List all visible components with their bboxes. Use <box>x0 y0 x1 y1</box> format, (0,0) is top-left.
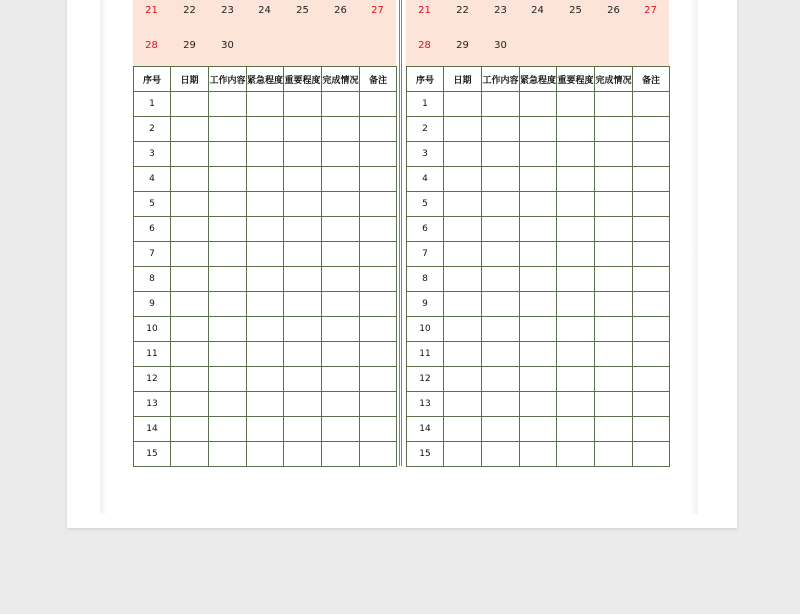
row-number-cell: 8 <box>407 267 444 292</box>
table-cell[interactable] <box>322 442 360 467</box>
table-cell[interactable] <box>633 142 670 167</box>
table-cell[interactable] <box>247 117 284 142</box>
row-number-cell: 5 <box>407 192 444 217</box>
row-number-cell: 8 <box>134 267 171 292</box>
table-cell[interactable] <box>247 217 284 242</box>
table-cell[interactable] <box>557 117 595 142</box>
table-cell[interactable] <box>595 217 633 242</box>
table-cell[interactable] <box>444 317 482 342</box>
row-number-cell: 9 <box>407 292 444 317</box>
table-cell[interactable] <box>557 292 595 317</box>
table-cell[interactable] <box>520 192 557 217</box>
table-cell[interactable] <box>444 117 482 142</box>
table-cell[interactable] <box>595 92 633 117</box>
sheet-divider <box>399 0 402 466</box>
table-cell[interactable] <box>284 392 322 417</box>
row-number-cell: 14 <box>407 417 444 442</box>
table-cell[interactable] <box>444 267 482 292</box>
table-row <box>407 117 670 142</box>
table-cell[interactable] <box>209 367 247 392</box>
table-cell[interactable] <box>247 417 284 442</box>
row-number-cell: 3 <box>134 142 171 167</box>
table-cell[interactable] <box>595 367 633 392</box>
table-row <box>407 142 670 167</box>
table-cell[interactable] <box>557 167 595 192</box>
table-cell[interactable] <box>209 417 247 442</box>
table-cell[interactable] <box>595 317 633 342</box>
row-number-cell: 15 <box>407 442 444 467</box>
table-row <box>407 167 670 192</box>
table-cell[interactable] <box>595 242 633 267</box>
header-completion: 完成情况 <box>322 67 360 92</box>
table-cell[interactable] <box>360 292 397 317</box>
table-cell[interactable] <box>557 242 595 267</box>
table-cell[interactable] <box>360 117 397 142</box>
table-cell[interactable] <box>209 442 247 467</box>
table-cell[interactable] <box>557 217 595 242</box>
table-cell[interactable] <box>520 267 557 292</box>
table-cell[interactable] <box>482 242 520 267</box>
header-importance: 重要程度 <box>284 67 322 92</box>
table-cell[interactable] <box>482 217 520 242</box>
table-cell[interactable] <box>633 242 670 267</box>
table-cell[interactable] <box>171 242 209 267</box>
table-cell[interactable] <box>633 392 670 417</box>
row-number-cell: 13 <box>134 392 171 417</box>
table-cell[interactable] <box>322 142 360 167</box>
header-completion: 完成情况 <box>595 67 633 92</box>
row-number-cell: 13 <box>407 392 444 417</box>
table-cell[interactable] <box>633 367 670 392</box>
table-cell[interactable] <box>209 342 247 367</box>
table-cell[interactable] <box>284 342 322 367</box>
table-cell[interactable] <box>633 167 670 192</box>
calendar-day: 23 <box>221 5 234 16</box>
table-cell[interactable] <box>322 367 360 392</box>
header-index: 序号 <box>134 67 171 92</box>
table-cell[interactable] <box>482 317 520 342</box>
table-cell[interactable] <box>247 317 284 342</box>
row-number-cell: 11 <box>134 342 171 367</box>
table-cell[interactable] <box>520 142 557 167</box>
table-cell[interactable] <box>557 442 595 467</box>
right-sheet <box>406 0 669 466</box>
table-cell[interactable] <box>520 392 557 417</box>
table-cell[interactable] <box>595 267 633 292</box>
table-cell[interactable] <box>284 292 322 317</box>
table-cell[interactable] <box>482 167 520 192</box>
table-row <box>407 392 670 417</box>
table-cell[interactable] <box>557 392 595 417</box>
calendar-day: 26 <box>607 5 620 16</box>
table-cell[interactable] <box>322 417 360 442</box>
row-number-cell: 6 <box>134 217 171 242</box>
row-number-cell: 9 <box>134 292 171 317</box>
table-row <box>407 367 670 392</box>
table-row <box>134 92 397 117</box>
table-row <box>407 217 670 242</box>
table-cell[interactable] <box>482 442 520 467</box>
table-cell[interactable] <box>444 392 482 417</box>
table-cell[interactable] <box>171 167 209 192</box>
header-index: 序号 <box>407 67 444 92</box>
table-cell[interactable] <box>322 92 360 117</box>
table-cell[interactable] <box>284 142 322 167</box>
row-number-cell: 10 <box>134 317 171 342</box>
calendar-block <box>133 0 396 66</box>
header-urgency: 紧急程度 <box>520 67 557 92</box>
table-cell[interactable] <box>482 192 520 217</box>
table-cell[interactable] <box>633 417 670 442</box>
table-cell[interactable] <box>482 417 520 442</box>
table-cell[interactable] <box>520 217 557 242</box>
table-cell[interactable] <box>360 92 397 117</box>
table-row <box>134 217 397 242</box>
table-cell[interactable] <box>284 317 322 342</box>
header-work-content: 工作内容 <box>482 67 520 92</box>
table-cell[interactable] <box>520 417 557 442</box>
table-cell[interactable] <box>322 392 360 417</box>
table-cell[interactable] <box>209 267 247 292</box>
table-cell[interactable] <box>209 292 247 317</box>
row-number-cell: 11 <box>407 342 444 367</box>
calendar-day: 25 <box>296 5 309 16</box>
table-cell[interactable] <box>633 292 670 317</box>
row-number-cell: 4 <box>407 167 444 192</box>
calendar-week-row <box>406 1 669 21</box>
calendar-day: 30 <box>221 40 234 51</box>
table-cell[interactable] <box>633 217 670 242</box>
table-cell[interactable] <box>444 367 482 392</box>
table-cell[interactable] <box>247 192 284 217</box>
table-cell[interactable] <box>171 192 209 217</box>
table-cell[interactable] <box>284 217 322 242</box>
table-cell[interactable] <box>171 317 209 342</box>
row-number-cell: 1 <box>134 92 171 117</box>
table-cell[interactable] <box>557 417 595 442</box>
table-cell[interactable] <box>595 417 633 442</box>
table-cell[interactable] <box>209 117 247 142</box>
calendar-day: 26 <box>334 5 347 16</box>
table-cell[interactable] <box>322 167 360 192</box>
table-cell[interactable] <box>482 92 520 117</box>
table-cell[interactable] <box>322 267 360 292</box>
table-header-row <box>134 67 397 92</box>
table-cell[interactable] <box>595 167 633 192</box>
table-cell[interactable] <box>444 142 482 167</box>
table-cell[interactable] <box>520 367 557 392</box>
calendar-day: 24 <box>531 5 544 16</box>
calendar-day: 29 <box>183 40 196 51</box>
table-cell[interactable] <box>247 292 284 317</box>
row-number-cell: 2 <box>407 117 444 142</box>
table-cell[interactable] <box>360 142 397 167</box>
calendar-day: 27 <box>644 5 657 16</box>
table-row <box>134 267 397 292</box>
table-cell[interactable] <box>171 367 209 392</box>
table-cell[interactable] <box>284 242 322 267</box>
table-cell[interactable] <box>482 142 520 167</box>
table-cell[interactable] <box>633 342 670 367</box>
table-cell[interactable] <box>520 92 557 117</box>
table-row <box>134 442 397 467</box>
table-row <box>134 367 397 392</box>
table-cell[interactable] <box>633 442 670 467</box>
calendar-day: 28 <box>418 40 431 51</box>
table-row <box>407 267 670 292</box>
table-cell[interactable] <box>360 367 397 392</box>
row-number-cell: 1 <box>407 92 444 117</box>
table-cell[interactable] <box>360 242 397 267</box>
table-cell[interactable] <box>322 342 360 367</box>
table-cell[interactable] <box>247 167 284 192</box>
page-fold-shadow-right <box>690 0 698 514</box>
table-cell[interactable] <box>171 142 209 167</box>
table-cell[interactable] <box>557 267 595 292</box>
row-number-cell: 3 <box>407 142 444 167</box>
header-notes: 备注 <box>633 67 670 92</box>
row-number-cell: 6 <box>407 217 444 242</box>
table-cell[interactable] <box>171 392 209 417</box>
table-cell[interactable] <box>284 167 322 192</box>
table-row <box>407 417 670 442</box>
table-cell[interactable] <box>284 367 322 392</box>
table-cell[interactable] <box>171 417 209 442</box>
table-row <box>407 192 670 217</box>
table-cell[interactable] <box>520 317 557 342</box>
table-cell[interactable] <box>633 317 670 342</box>
table-cell[interactable] <box>171 442 209 467</box>
table-cell[interactable] <box>360 217 397 242</box>
table-cell[interactable] <box>557 342 595 367</box>
table-cell[interactable] <box>595 142 633 167</box>
table-cell[interactable] <box>360 267 397 292</box>
table-cell[interactable] <box>247 442 284 467</box>
table-cell[interactable] <box>595 342 633 367</box>
table-cell[interactable] <box>595 117 633 142</box>
calendar-day: 22 <box>456 5 469 16</box>
calendar-day: 21 <box>145 5 158 16</box>
header-date: 日期 <box>444 67 482 92</box>
row-number-cell: 7 <box>134 242 171 267</box>
table-cell[interactable] <box>633 192 670 217</box>
calendar-day: 30 <box>494 40 507 51</box>
table-cell[interactable] <box>444 192 482 217</box>
table-cell[interactable] <box>360 442 397 467</box>
table-cell[interactable] <box>595 442 633 467</box>
table-row <box>407 242 670 267</box>
table-cell[interactable] <box>171 217 209 242</box>
table-row <box>134 117 397 142</box>
table-row <box>134 142 397 167</box>
table-cell[interactable] <box>247 142 284 167</box>
table-cell[interactable] <box>444 417 482 442</box>
table-cell[interactable] <box>557 92 595 117</box>
table-cell[interactable] <box>520 242 557 267</box>
calendar-week-row <box>133 36 396 56</box>
calendar-week-row <box>133 1 396 21</box>
table-cell[interactable] <box>360 342 397 367</box>
row-number-cell: 7 <box>407 242 444 267</box>
table-cell[interactable] <box>444 167 482 192</box>
header-date: 日期 <box>171 67 209 92</box>
table-cell[interactable] <box>247 92 284 117</box>
table-cell[interactable] <box>633 117 670 142</box>
table-cell[interactable] <box>247 392 284 417</box>
table-row <box>134 392 397 417</box>
table-cell[interactable] <box>360 392 397 417</box>
header-urgency: 紧急程度 <box>247 67 284 92</box>
table-cell[interactable] <box>633 92 670 117</box>
table-cell[interactable] <box>284 267 322 292</box>
table-cell[interactable] <box>444 242 482 267</box>
table-cell[interactable] <box>171 292 209 317</box>
table-cell[interactable] <box>322 117 360 142</box>
row-number-cell: 12 <box>407 367 444 392</box>
table-row <box>407 342 670 367</box>
table-cell[interactable] <box>482 292 520 317</box>
row-number-cell: 5 <box>134 192 171 217</box>
row-number-cell: 4 <box>134 167 171 192</box>
table-cell[interactable] <box>444 92 482 117</box>
row-number-cell: 10 <box>407 317 444 342</box>
table-cell[interactable] <box>209 217 247 242</box>
calendar-block <box>406 0 669 66</box>
table-cell[interactable] <box>520 117 557 142</box>
task-table <box>406 66 670 467</box>
table-cell[interactable] <box>171 342 209 367</box>
table-cell[interactable] <box>322 192 360 217</box>
table-cell[interactable] <box>209 142 247 167</box>
table-cell[interactable] <box>322 317 360 342</box>
table-row <box>134 317 397 342</box>
table-row <box>134 192 397 217</box>
header-importance: 重要程度 <box>557 67 595 92</box>
calendar-day: 21 <box>418 5 431 16</box>
table-cell[interactable] <box>360 417 397 442</box>
table-cell[interactable] <box>209 317 247 342</box>
page-fold-shadow-left <box>100 0 108 514</box>
table-cell[interactable] <box>482 392 520 417</box>
table-cell[interactable] <box>520 292 557 317</box>
table-cell[interactable] <box>633 267 670 292</box>
table-cell[interactable] <box>284 192 322 217</box>
table-cell[interactable] <box>520 342 557 367</box>
table-cell[interactable] <box>482 267 520 292</box>
table-cell[interactable] <box>595 292 633 317</box>
calendar-day: 29 <box>456 40 469 51</box>
table-cell[interactable] <box>557 142 595 167</box>
table-cell[interactable] <box>209 242 247 267</box>
row-number-cell: 2 <box>134 117 171 142</box>
table-cell[interactable] <box>482 342 520 367</box>
table-row <box>134 292 397 317</box>
table-row <box>134 342 397 367</box>
table-cell[interactable] <box>284 442 322 467</box>
table-row <box>407 317 670 342</box>
table-cell[interactable] <box>171 92 209 117</box>
table-cell[interactable] <box>322 242 360 267</box>
table-cell[interactable] <box>209 392 247 417</box>
table-cell[interactable] <box>444 292 482 317</box>
table-row <box>407 92 670 117</box>
calendar-day: 23 <box>494 5 507 16</box>
calendar-week-row <box>406 36 669 56</box>
table-cell[interactable] <box>482 367 520 392</box>
table-cell[interactable] <box>360 167 397 192</box>
header-notes: 备注 <box>360 67 397 92</box>
table-cell[interactable] <box>209 167 247 192</box>
task-table <box>133 66 397 467</box>
calendar-day: 28 <box>145 40 158 51</box>
calendar-day: 25 <box>569 5 582 16</box>
table-header-row <box>407 67 670 92</box>
table-cell[interactable] <box>482 117 520 142</box>
calendar-day: 27 <box>371 5 384 16</box>
table-cell[interactable] <box>444 342 482 367</box>
table-row <box>134 417 397 442</box>
left-sheet <box>133 0 396 466</box>
table-cell[interactable] <box>360 317 397 342</box>
table-cell[interactable] <box>595 192 633 217</box>
header-work-content: 工作内容 <box>209 67 247 92</box>
row-number-cell: 15 <box>134 442 171 467</box>
table-cell[interactable] <box>247 342 284 367</box>
table-cell[interactable] <box>520 167 557 192</box>
table-cell[interactable] <box>284 92 322 117</box>
row-number-cell: 12 <box>134 367 171 392</box>
table-cell[interactable] <box>520 442 557 467</box>
table-cell[interactable] <box>360 192 397 217</box>
table-cell[interactable] <box>247 242 284 267</box>
table-cell[interactable] <box>171 117 209 142</box>
calendar-day: 24 <box>258 5 271 16</box>
table-cell[interactable] <box>171 267 209 292</box>
table-cell[interactable] <box>557 192 595 217</box>
table-cell[interactable] <box>209 192 247 217</box>
row-number-cell: 14 <box>134 417 171 442</box>
table-cell[interactable] <box>284 417 322 442</box>
table-row <box>134 242 397 267</box>
table-cell[interactable] <box>322 292 360 317</box>
table-cell[interactable] <box>247 267 284 292</box>
table-cell[interactable] <box>595 392 633 417</box>
table-row <box>407 292 670 317</box>
table-cell[interactable] <box>557 317 595 342</box>
table-cell[interactable] <box>444 217 482 242</box>
table-cell[interactable] <box>284 117 322 142</box>
table-cell[interactable] <box>444 442 482 467</box>
table-row <box>407 442 670 467</box>
table-cell[interactable] <box>557 367 595 392</box>
calendar-day: 22 <box>183 5 196 16</box>
table-cell[interactable] <box>209 92 247 117</box>
table-row <box>134 167 397 192</box>
table-cell[interactable] <box>247 367 284 392</box>
table-cell[interactable] <box>322 217 360 242</box>
